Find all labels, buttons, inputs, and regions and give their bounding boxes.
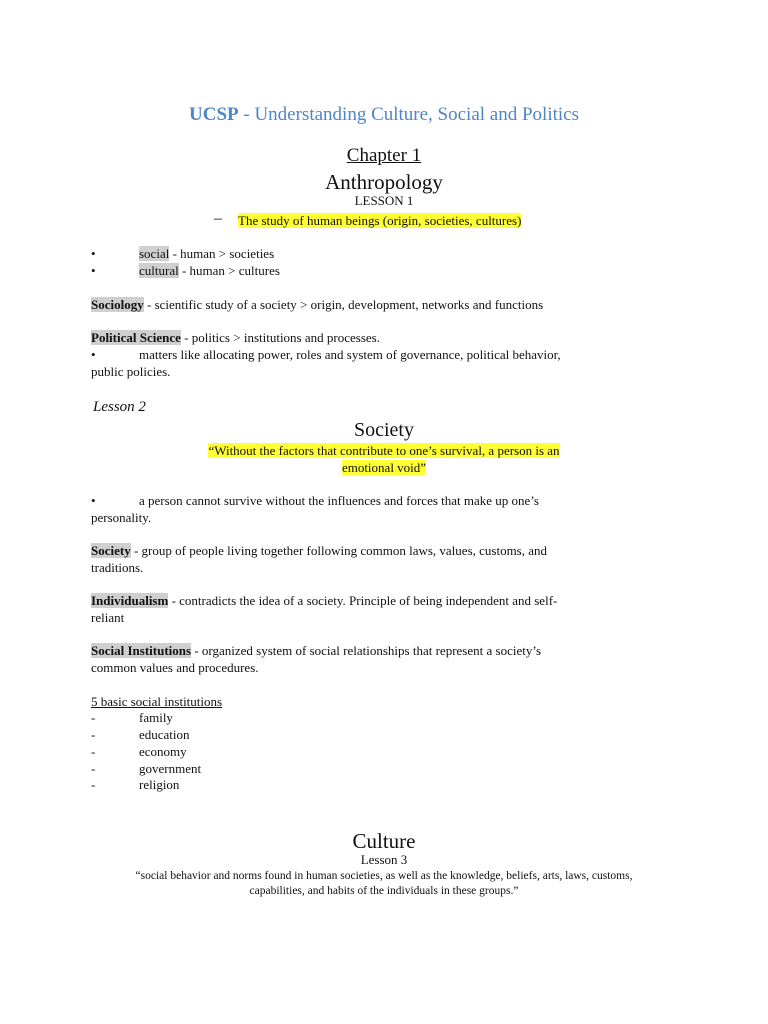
- bullet-social-marker: •: [91, 246, 96, 261]
- social-institutions-definition: [91, 643, 541, 660]
- institution-religion: religion: [139, 777, 180, 792]
- individualism-definition: [91, 593, 557, 610]
- definition-dash: –: [214, 210, 222, 227]
- individualism-line2: reliant: [91, 610, 125, 625]
- document-title: [0, 104, 768, 126]
- culture-quote: “social behavior and norms found in human societies, as well as the knowledge, beliefs, arts, laws, customs, capabilities, and habits of the individuals in these groups.”: [135, 870, 633, 897]
- basic-institutions-heading: 5 basic social institutions: [91, 694, 223, 709]
- social-institutions-line2: common values and procedures.: [91, 660, 259, 675]
- lesson2-label: Lesson 2: [93, 399, 146, 415]
- society-bullet-line1: a person cannot survive without the influences and forces that make up one’s: [139, 493, 539, 508]
- list-dash-3: -: [91, 744, 96, 759]
- society-quote-line1: “Without the factors that contribute to one’s survival, a person is an: [208, 443, 560, 458]
- chapter-heading: Chapter 1: [346, 145, 422, 166]
- political-science-definition: [91, 330, 380, 347]
- institution-education: education: [139, 727, 190, 742]
- society-heading: Society: [354, 419, 414, 441]
- society-definition-line2: traditions.: [91, 560, 144, 575]
- society-definition: [91, 543, 547, 560]
- term-social-institutions: Social Institutions: [91, 643, 192, 658]
- culture-heading: Culture: [352, 829, 416, 853]
- sociology-definition: [91, 297, 543, 314]
- sociology-text: - scientific study of a society > origin, development, networks and functions: [143, 297, 544, 312]
- list-dash-4: -: [91, 761, 96, 776]
- term-social: social: [139, 246, 170, 261]
- society-bullet-line2: personality.: [91, 510, 152, 525]
- lesson1-label: LESSON 1: [354, 193, 414, 208]
- anthropology-definition: [238, 213, 521, 230]
- bullet-cultural-text: - human > cultures: [178, 263, 280, 278]
- title-rest: - Understanding Culture, Social and Politics: [238, 104, 579, 125]
- institution-government: government: [139, 761, 202, 776]
- title-abbr: UCSP: [189, 104, 239, 125]
- bullet-social-text: - human > societies: [169, 246, 275, 261]
- anthropology-definition-text: The study of human beings (origin, societies, cultures): [238, 213, 522, 228]
- anthropology-heading: Anthropology: [325, 170, 443, 194]
- society-quote-line2: emotional void”: [341, 459, 427, 475]
- social-institutions-line1: - organized system of social relationships that represent a society’s: [191, 643, 542, 658]
- list-dash-5: -: [91, 777, 96, 792]
- term-political-science: Political Science: [91, 330, 181, 345]
- term-individualism: Individualism: [91, 593, 169, 608]
- political-bullet-line1: matters like allocating power, roles and system of governance, political behavior,: [139, 347, 561, 362]
- list-dash-1: -: [91, 710, 96, 725]
- term-society: Society: [91, 543, 131, 558]
- term-cultural: cultural: [139, 263, 179, 278]
- institution-family: family: [139, 710, 173, 725]
- political-science-text: - politics > institutions and processes.: [180, 330, 380, 345]
- bullet-cultural-marker: •: [91, 263, 96, 278]
- political-bullet-line2: public policies.: [91, 364, 171, 379]
- term-sociology: Sociology: [91, 297, 144, 312]
- society-bullet-marker: •: [91, 493, 96, 508]
- list-dash-2: -: [91, 727, 96, 742]
- bullet-cultural: [139, 263, 280, 280]
- lesson3-label: Lesson 3: [360, 852, 408, 867]
- bullet-social: [139, 246, 274, 263]
- political-bullet-marker: •: [91, 347, 96, 362]
- institution-economy: economy: [139, 744, 187, 759]
- society-quote: [0, 443, 768, 476]
- society-definition-line1: - group of people living together following common laws, values, customs, and: [130, 543, 548, 558]
- individualism-line1: - contradicts the idea of a society. Principle of being independent and self-: [168, 593, 558, 608]
